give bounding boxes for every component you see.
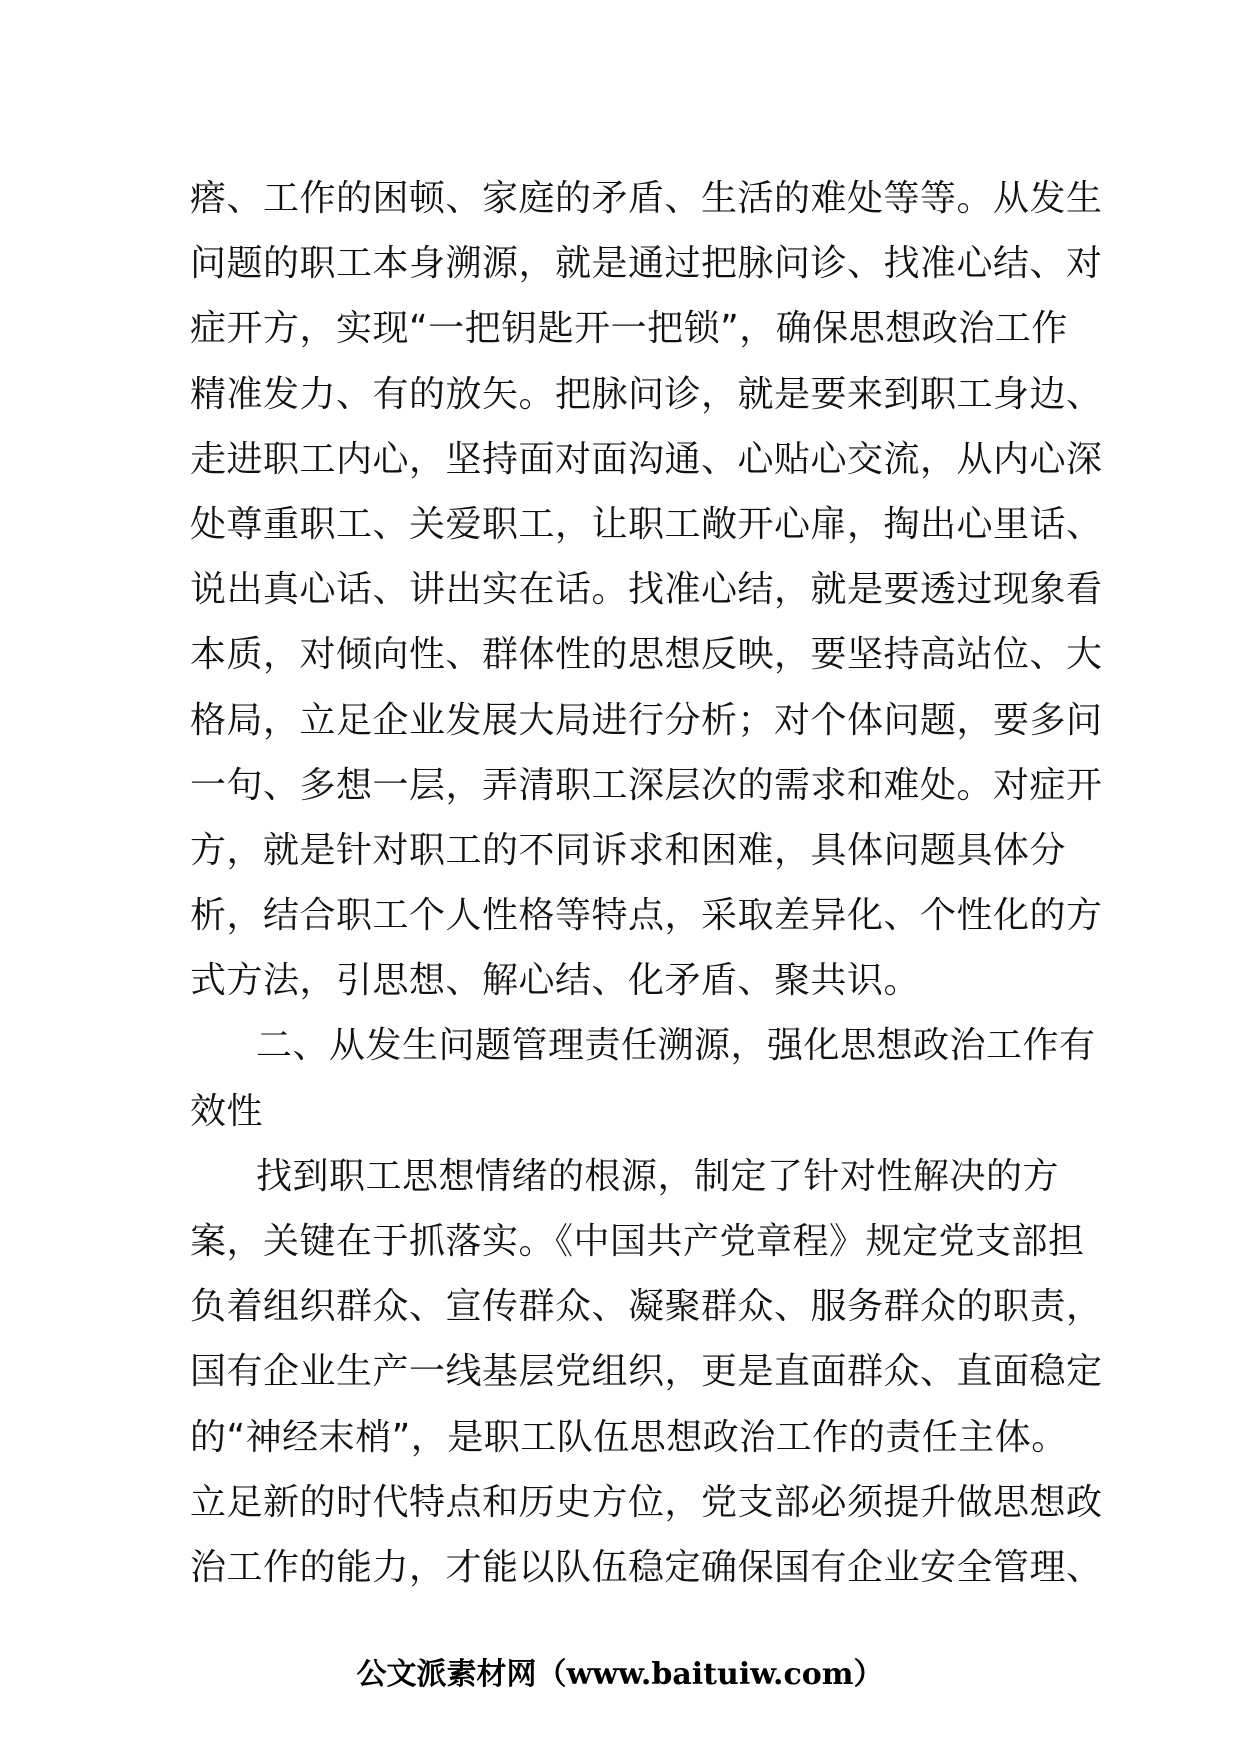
paragraph-line: 的“神经末梢”，是职工队伍思想政治工作的责任主体。 [190,1416,1068,1458]
paragraph-line: 格局，立足企业发展大局进行分析；对个体问题，要多问 [190,699,1103,741]
paragraph-line: 精准发力、有的放矢。把脉问诊，就是要来到职工身边、 [190,373,1103,415]
paragraph-line: 问题的职工本身溯源，就是通过把脉问诊、找准心结、对 [190,243,1103,285]
page-footer: 公文派素材网（www.baituiw.com） [356,1657,884,1692]
paragraph-line: 国有企业生产一线基层党组织，更是直面群众、直面稳定 [190,1351,1103,1393]
section-heading-line: 二、从发生问题管理责任溯源，强化思想政治工作有 [256,1025,1096,1067]
paragraph-line: 治工作的能力，才能以队伍稳定确保国有企业安全管理、 [190,1546,1103,1588]
section-heading-line: 效性 [190,1090,264,1132]
paragraph-line: 方，就是针对职工的不同诉求和困难，具体问题具体分 [190,829,1067,871]
paragraph-line: 走进职工内心，坚持面对面沟通、心贴心交流，从内心深 [190,438,1103,480]
paragraph-line: 式方法，引思想、解心结、化矛盾、聚共识。 [190,960,921,1002]
paragraph-line: 一句、多想一层，弄清职工深层次的需求和难处。对症开 [190,764,1103,806]
paragraph-line: 立足新的时代特点和历史方位，党支部必须提升做思想政 [190,1481,1103,1523]
document-body [190,166,1103,1600]
paragraph-line: 析，结合职工个人性格等特点，采取差异化、个性化的方 [190,895,1103,937]
paragraph-line: 症开方，实现“一把钥匙开一把锁”，确保思想政治工作 [190,308,1068,350]
paragraph-line: 处尊重职工、关爱职工，让职工敞开心扉，掏出心里话、 [190,503,1103,545]
paragraph-line: 负着组织群众、宣传群众、凝聚群众、服务群众的职责， [190,1286,1103,1328]
paragraph-line: 案，关键在于抓落实。《中国共产党章程》规定党支部担 [190,1221,1085,1262]
paragraph-line: 本质，对倾向性、群体性的思想反映，要坚持高站位、大 [190,634,1103,676]
paragraph-line: 找到职工思想情绪的根源，制定了针对性解决的方 [256,1155,1060,1197]
paragraph-line: 瘩、工作的困顿、家庭的矛盾、生活的难处等等。从发生 [190,178,1103,219]
paragraph-line: 说出真心话、讲出实在话。找准心结，就是要透过现象看 [190,569,1103,611]
